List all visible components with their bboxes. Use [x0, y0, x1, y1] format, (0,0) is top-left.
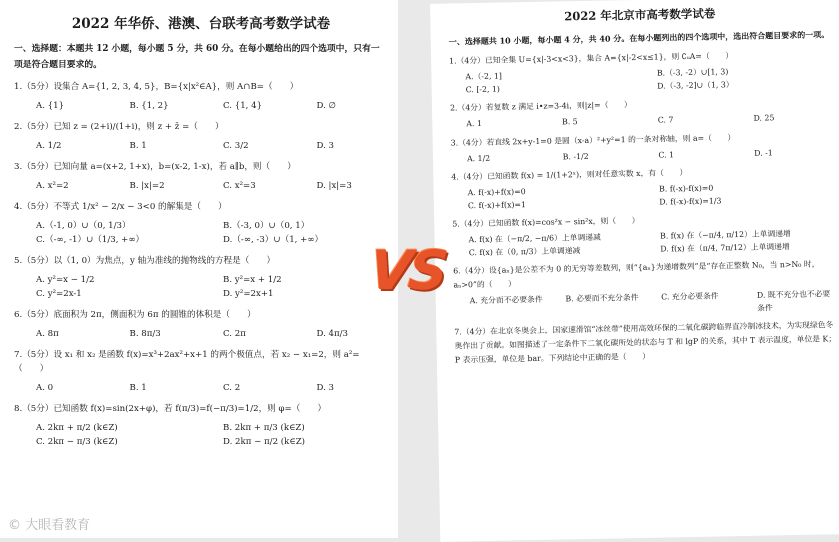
answer-option: A. 充分而不必要条件 [469, 294, 543, 306]
answer-option: A. f(-x)+f(x)=0 [467, 187, 526, 198]
answer-option: A. 8π [36, 329, 59, 339]
answer-option: B. f(-x)-f(x)=0 [659, 183, 714, 194]
right-exam-title: 2022 年北京市高考数学试卷 [564, 6, 716, 24]
option-list [452, 227, 835, 259]
answer-option: C. f(-x)+f(x)=1 [467, 199, 527, 210]
answer-option: D. f(x) 在（π/4, 7π/12）上单调递增 [660, 241, 790, 254]
answer-option: C. 3/2 [223, 141, 249, 151]
question [14, 308, 388, 341]
answer-option: C. 2 [223, 383, 241, 393]
answer-option: B.（-3, -2）∪[1, 3) [656, 67, 729, 78]
question [14, 254, 388, 301]
answer-option: C. {1, 4} [223, 101, 263, 111]
question-stem: 1.（5分）设集合 A={1, 2, 3, 4, 5}，B={x|x²∈A}，则 A∩B=（ ） [14, 82, 299, 92]
answer-option: B. |x|=2 [129, 181, 165, 191]
option-list [14, 273, 388, 301]
option-list [14, 421, 388, 449]
answer-option: A. 0 [36, 383, 54, 393]
answer-option: D. y²=2x+1 [223, 289, 274, 299]
answer-option: C. y²=2x-1 [36, 289, 82, 299]
answer-option: C. [-2, 1) [465, 84, 501, 94]
answer-option: D.（-∞, -3）∪（1, +∞） [223, 235, 324, 245]
answer-option: B. 1 [129, 383, 147, 393]
question-stem: 2.（5分）已知 z = (2+i)/(1+i)，则 z + z̄ =（ ） [14, 122, 224, 132]
question [452, 210, 836, 259]
answer-option: A.（-1, 0）∪（0, 1/3） [36, 221, 131, 231]
right-exam-page [430, 0, 839, 542]
answer-option: D. 3 [316, 141, 335, 151]
answer-option: C. x²=3 [223, 181, 256, 191]
question-stem: 7.（4分）在北京冬奥会上，国家速滑馆“冰丝带”使用高效环保的二氧化碳跨临界直冷制冰技术，为实现绿色冬奥作出了贡献。如图描述了一定条件下二氧化碳所处的状态与 T 和 lgP 的关系，其中 T 表示温度，单位是 K；P 表示压强，单位是 bar。下列结论中正确的是（ ） [454, 320, 837, 365]
answer-option: C.（-∞, -1）∪（1/3, +∞） [36, 235, 145, 245]
answer-option: C. 1 [658, 149, 675, 160]
question [14, 200, 388, 247]
answer-option: D. |x|=3 [316, 181, 352, 191]
option-list [14, 179, 388, 193]
answer-option: B. {1, 2} [129, 101, 169, 111]
answer-option: B. 5 [561, 117, 578, 127]
left-question-list [14, 80, 388, 449]
question-stem: 4.（5分）不等式 1/x² − 2/x − 3<0 的解集是（ ） [14, 202, 227, 212]
answer-option: C. 2kπ − π/3 (k∈Z) [36, 437, 118, 447]
question [14, 348, 388, 395]
question-stem: 5.（4分）已知函数 f(x)=cos²x − sin²x，则（ ） [452, 215, 640, 229]
answer-option: B. 8π/3 [129, 329, 161, 339]
left-exam-page [0, 0, 398, 538]
answer-option: B. y²=x + 1/2 [223, 275, 282, 285]
answer-option: C. f(x) 在（0, π/3）上单调递减 [468, 245, 581, 257]
question [14, 160, 388, 193]
option-list [14, 139, 388, 153]
option-list [14, 99, 388, 113]
answer-option: A. 1 [466, 118, 482, 129]
left-exam-title: 2022 年华侨、港澳、台联考高考数学试卷 [71, 16, 331, 32]
answer-option: D. ∅ [316, 101, 337, 111]
option-list [452, 180, 835, 212]
question [451, 129, 834, 166]
watermark: © 大眼看教育 [8, 518, 91, 533]
answer-option: D.（-3, -2]∪（1, 3） [657, 79, 734, 91]
answer-option: C. 充分必要条件 [661, 291, 719, 302]
question [14, 80, 388, 113]
question-stem: 6.（5分）底面积为 2π，侧面积为 6π 的圆锥的体积是（ ） [14, 310, 256, 320]
answer-option: B. -1/2 [562, 151, 589, 161]
vs-badge: VS [366, 239, 449, 302]
answer-option: A. 2kπ + π/2 (k∈Z) [36, 423, 118, 433]
question-stem: 2.（4分）若复数 z 满足 i•z=3-4i，则|z|=（ ） [449, 100, 632, 113]
answer-option: B. 必要而不充分条件 [565, 292, 639, 304]
left-section-intro: 一、选择题：本题共 12 小题，每小题 5 分，共 60 分。在每小题给出的四个选项中，只有一项是符合题目要求的。 [14, 44, 380, 70]
question-stem: 4.（4分）已知函数 f(x) = 1/(1+2ˣ)，则对任意实数 x，有（ ） [451, 168, 688, 182]
answer-option: A. 1/2 [466, 153, 491, 163]
answer-option: A.（-2, 1] [465, 71, 502, 82]
question-stem: 3.（4分）若直线 2x+y-1=0 是圆（x-a）²+y²=1 的一条对称轴，则 a=（ ） [450, 132, 736, 148]
right-question-list [449, 47, 838, 367]
question [14, 120, 388, 153]
option-list [454, 288, 837, 320]
question [450, 94, 833, 131]
answer-option: A. y²=x − 1/2 [36, 275, 95, 285]
answer-option: D. 3 [316, 383, 335, 393]
question-stem: 3.（5分）已知向量 a=(x+2, 1+x)，b=(x-2, 1-x)，若 a∥b，则（ ） [14, 162, 296, 172]
answer-option: D. f(-x)-f(x)=1/3 [659, 195, 722, 207]
answer-option: B. f(x) 在（−π/4, π/12）上单调递增 [659, 229, 791, 241]
answer-option: D. -1 [754, 147, 773, 158]
right-section-intro: 一、选择题共 10 小题，每小题 4 分，共 40 分。在每小题列出的四个选项中，选出符合题目要求的一项。 [448, 29, 830, 47]
answer-option: D. 4π/3 [316, 329, 349, 339]
answer-option: A. 1/2 [36, 141, 62, 151]
question [453, 257, 837, 320]
answer-option: C. 7 [657, 115, 674, 125]
option-list [14, 219, 388, 247]
answer-option: A. f(x) 在（−π/2, −π/6）上单调递减 [468, 232, 601, 245]
question [449, 47, 833, 96]
question [454, 318, 838, 367]
answer-option: D. 2kπ − π/2 (k∈Z) [223, 437, 306, 447]
answer-option: B. 2kπ + π/3 (k∈Z) [223, 423, 305, 433]
option-list [14, 381, 388, 395]
option-list [14, 327, 388, 341]
answer-option: A. {1} [36, 101, 65, 111]
answer-option: C. 2π [223, 329, 246, 339]
answer-option: B.（-3, 0）∪（0, 1） [223, 221, 310, 231]
question-stem: 7.（5分）设 x₁ 和 x₂ 是函数 f(x)=x³+2ax²+x+1 的两个极值点，若 x₂ − x₁=2，则 a²=（ ） [14, 350, 360, 374]
question [451, 163, 835, 212]
answer-option: D. 既不充分也不必要条件 [756, 289, 831, 313]
answer-option: D. 25 [753, 113, 775, 123]
question-stem: 8.（5分）已知函数 f(x)=sin(2x+φ)，若 f(π/3)=f(−π/3)=1/2，则 φ=（ ） [14, 404, 327, 414]
question-stem: 6.（4分）设{aₙ}是公差不为 0 的无穷等差数列，则“{aₙ}为递增数列”是“存在正整数 N₀，当 n>N₀ 时，aₙ>0”的（ ） [453, 259, 820, 290]
question-stem: 1.（4分）已知全集 U={x|-3<x<3}，集合 A={x|-2<x≤1}，则 ∁ᵤA=（ ） [449, 51, 734, 66]
question-stem: 5.（5分）以（1, 0）为焦点，y 轴为准线的抛物线的方程是（ ） [14, 256, 276, 266]
answer-option: A. x²=2 [36, 181, 69, 191]
answer-option: B. 1 [129, 141, 147, 151]
option-list [449, 64, 832, 96]
question [14, 402, 388, 449]
